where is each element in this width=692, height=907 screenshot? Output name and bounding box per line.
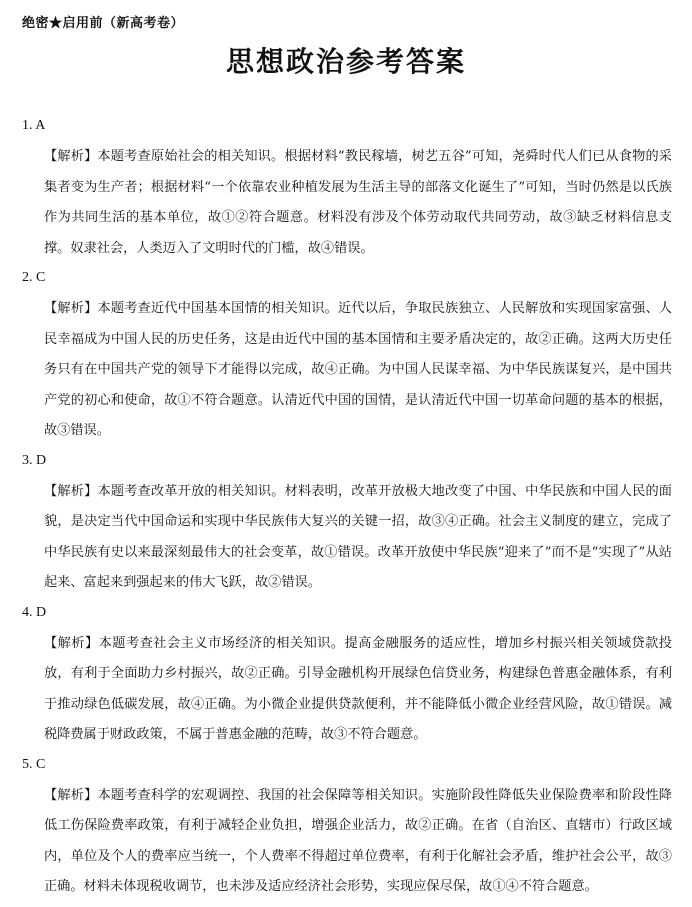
question-number: 1. A (22, 118, 46, 133)
question-analysis: 【解析】本题考查改革开放的相关知识。材料表明，改革开放极大地改变了中国、中华民族和中国人民的面貌，是决定当代中国命运和实现中华民族伟大复兴的关键一招，故③④正确。社会主义制度的建立，完成了中华民族有史以来最深刻最伟大的社会变革，故①错误。改革开放使中华民族“迎来了”而不是“实现了”从站起来、富起来到强起来的伟大飞跃，故②错误。 (44, 483, 672, 590)
confidential-header: 绝密★启用前（新高考卷） (22, 16, 185, 31)
question-analysis: 【解析】本题考查科学的宏观调控、我国的社会保障等相关知识。实施阶段性降低失业保险费率和阶段性降低工伤保险费率政策，有利于减轻企业负担，增强企业活力，故②正确。在省（自治区、直辖市）行政区域内，单位及个人的费率应当统一，个人费率不得超过单位费率，有利于化解社会矛盾，维护社会公平，故③正确。材料未体现税收调节，也未涉及适应经济社会形势，实现应保尽保，故①④不符合题意。 (44, 787, 672, 894)
question-2 (22, 268, 672, 447)
question-number: 4. D (22, 604, 47, 620)
question-analysis: 【解析】本题考查原始社会的相关知识。根据材料“教民稼墙，树艺五谷”可知，尧舜时代人们已从食物的采集者变为生产者；根据材料“一个依靠农业种植发展为生活主导的部落文化诞生了”可知，当时仍然是以氏族作为共同生活的基本单位，故①②符合题意。材料没有涉及个体劳动取代共同劳动，故③缺乏材料信息支撑。奴隶社会，人类迈入了文明时代的门槛，故④错误。 (44, 149, 672, 256)
question-number: 5. C (22, 756, 46, 772)
question-4 (22, 603, 672, 751)
question-analysis: 【解析】本题考查社会主义市场经济的相关知识。提高金融服务的适应性，增加乡村振兴相关领域贷款投放，有利于全面助力乡村振兴，故②正确。引导金融机构开展绿色信贷业务，构建绿色普惠金融体系，有利于推动绿色低碳发展，故④正确。为小微企业提供贷款便利，并不能降低小微企业经营风险，故①错误。减税降费属于财政政策，不属于普惠金融的范畴，故③不符合题意。 (44, 635, 672, 742)
question-1 (22, 116, 672, 264)
answer-list (22, 116, 672, 907)
question-5 (22, 755, 672, 903)
page-title: 思想政治参考答案 (225, 45, 466, 78)
question-number: 3. D (22, 452, 47, 468)
question-3 (22, 451, 672, 599)
question-number: 2. C (22, 270, 46, 285)
question-analysis: 【解析】本题考查近代中国基本国情的相关知识。近代以后，争取民族独立、人民解放和实现国家富强、人民幸福成为中国人民的历史任务，这是由近代中国的基本国情和主要矛盾决定的，故②正确。这两大历史任务只有在中国共产党的领导下才能得以完成，故④正确。为中国人民谋幸福、为中华民族谋复兴，是中国共产党的初心和使命，故①不符合题意。认清近代中国的国情，是认清近代中国一切革命问题的基本的根据，故③错误。 (44, 301, 672, 438)
